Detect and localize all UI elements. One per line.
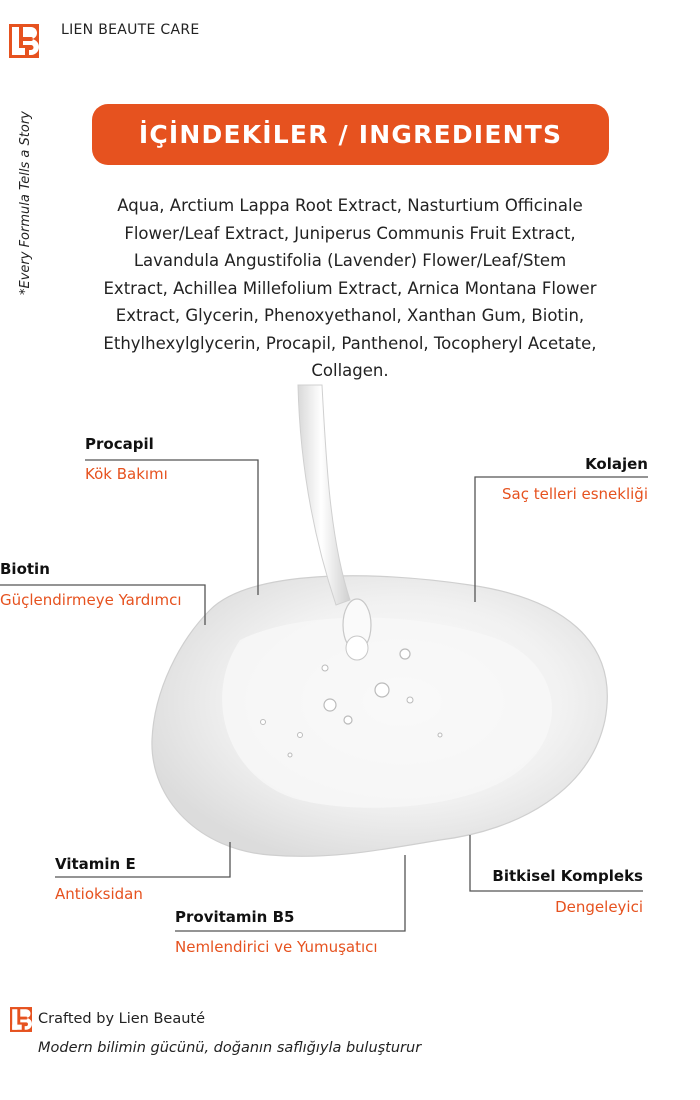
brand-name: LIEN BEAUTE CARE <box>61 22 200 38</box>
callout-bitkisel-subtitle: Dengeleyici <box>555 898 643 916</box>
callout-kolajen-title: Kolajen <box>585 455 648 473</box>
ingredients-line: Ethylhexylglycerin, Procapil, Panthenol, Tocopheryl Acetate, <box>103 333 597 353</box>
callout-biotin-title: Biotin <box>0 560 50 578</box>
ingredients-list <box>90 192 610 385</box>
tagline: *Every Formula Tells a Story <box>18 111 33 295</box>
callout-procapil-subtitle: Kök Bakımı <box>85 465 168 483</box>
brand-logo <box>9 24 39 58</box>
ingredients-line: Aqua, Arctium Lappa Root Extract, Nasturtium Officinale <box>117 196 583 215</box>
ingredients-line: Flower/Leaf Extract, Juniperus Communis Fruit Extract, <box>124 223 576 243</box>
callout-vitamin-e-title: Vitamin E <box>55 855 136 873</box>
callout-procapil-title: Procapil <box>85 435 154 453</box>
callout-bitkisel-title: Bitkisel Kompleks <box>492 867 643 885</box>
callout-provitamin-subtitle: Nemlendirici ve Yumuşatıcı <box>175 938 378 956</box>
ingredients-line: Collagen. <box>311 361 389 380</box>
callout-biotin-subtitle: Güçlendirmeye Yardımcı <box>0 591 182 609</box>
banner-title: İÇİNDEKİLER / INGREDIENTS <box>138 120 563 149</box>
ingredients-banner <box>92 104 609 165</box>
ingredients-line: Extract, Glycerin, Phenoxyethanol, Xanthan Gum, Biotin, <box>115 306 585 325</box>
ingredients-line: Lavandula Angustifolia (Lavender) Flower/Leaf/Stem <box>133 251 567 270</box>
footer-crafted: Crafted by Lien Beauté <box>38 1011 206 1027</box>
callout-vitamin-e-subtitle: Antioksidan <box>55 885 143 903</box>
callout-kolajen-subtitle: Saç telleri esnekliği <box>502 485 648 503</box>
footer-motto: Modern bilimin gücünü, doğanın saflığıyla buluşturur <box>38 1040 422 1056</box>
ingredients-line: Extract, Achillea Millefolium Extract, Arnica Montana Flower <box>103 278 597 298</box>
footer-logo <box>10 1007 32 1032</box>
callout-provitamin-title: Provitamin B5 <box>175 908 295 926</box>
